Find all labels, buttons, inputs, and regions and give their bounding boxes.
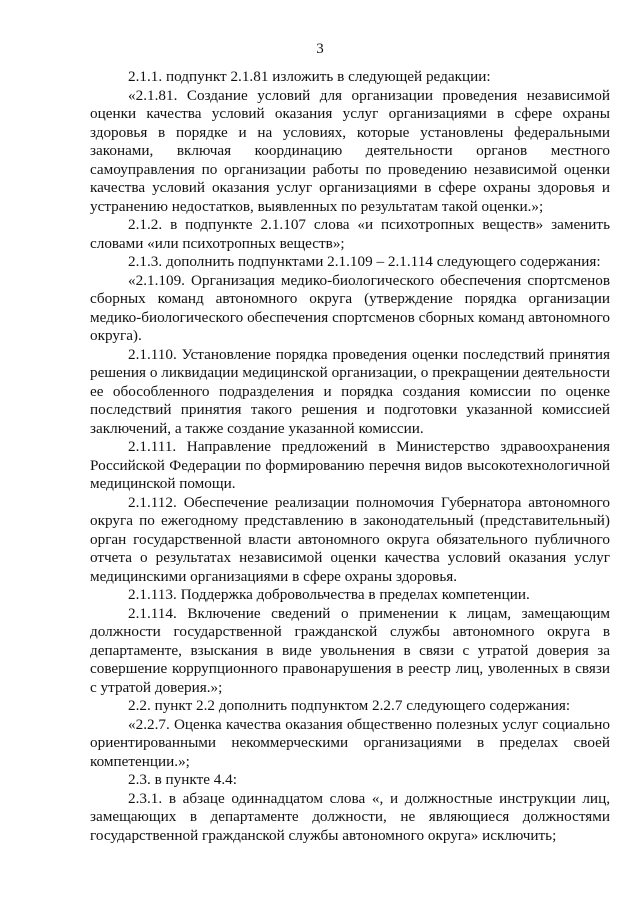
paragraph-2-1-112: 2.1.112. Обеспечение реализации полномочия Губернатора автономного округа по ежегодному представлению в законодательный (представительный) орган государственной власти автономного округа обязательного публичного отчета о результатах независимой оценки качества условий оказания услуг медицинскими организациями в сфере охраны здоровья. [90,493,610,585]
paragraph-2-1-114: 2.1.114. Включение сведений о применении к лицам, замещающим должности государственной гражданской службы автономного округа в департаменте, взыскания в виде увольнения в связи с утратой доверия за совершение коррупционного правонарушения в реестр лиц, уволенных в связи с утратой доверия.»; [90,604,610,696]
paragraph-2-1-2: 2.1.2. в подпункте 2.1.107 слова «и психотропных веществ» заменить словами «или психотропных веществ»; [90,216,610,252]
paragraph-2-1-113: 2.1.113. Поддержка добровольчества в пределах компетенции. [128,586,530,603]
paragraph-2-1-110: 2.1.110. Установление порядка проведения оценки последствий принятия решения о ликвидации медицинской организации, о прекращении деятельности ее обособленного подразделения и порядка создания комиссии по оценке последствий принятия такого решения и подготовки указанной комиссией заключений, а также создание указанной комиссии. [90,345,610,437]
paragraph-2-3-1: 2.3.1. в абзаце одиннадцатом слова «, и должностные инструкции лиц, замещающих в департаменте должности, не являющиеся должностями государственной гражданской службы автономного округа» исключить; [90,789,610,844]
paragraph-2-1-81: «2.1.81. Создание условий для организации проведения независимой оценки качества условий оказания услуг организациями в сфере охраны здоровья в порядке и на условиях, которые установлены федеральными законами, включая координацию деятельности органов местного самоуправления по организации работы по проведению независимой оценки качества условий оказания услуг организациями в сфере охраны здоровья и устранению недостатков, выявленных по результатам такой оценки.»; [90,86,610,215]
paragraph-2-1-3: 2.1.3. дополнить подпунктами 2.1.109 – 2.1.114 следующего содержания: [128,253,601,270]
paragraph-2-2: 2.2. пункт 2.2 дополнить подпунктом 2.2.7 следующего содержания: [128,697,571,714]
page-number: 3 [316,41,324,57]
paragraph-2-1-111: 2.1.111. Направление предложений в Министерство здравоохранения Российской Федерации по формированию перечня видов высокотехнологичной медицинской помощи. [90,438,610,492]
paragraph-2-1-109: «2.1.109. Организация медико-биологического обеспечения спортсменов сборных команд автономного округа (утверждение порядка организации медико-биологического обеспечения спортсменов сборных команд автономного округа). [90,271,610,344]
paragraph-2-1-1: 2.1.1. подпункт 2.1.81 изложить в следующей редакции: [128,68,491,85]
document-body [90,68,610,845]
paragraph-2-3: 2.3. в пункте 4.4: [128,771,237,788]
paragraph-2-2-7: «2.2.7. Оценка качества оказания общественно полезных услуг социально ориентированными некоммерческими организациями в пределах своей компетенции.»; [90,715,610,770]
